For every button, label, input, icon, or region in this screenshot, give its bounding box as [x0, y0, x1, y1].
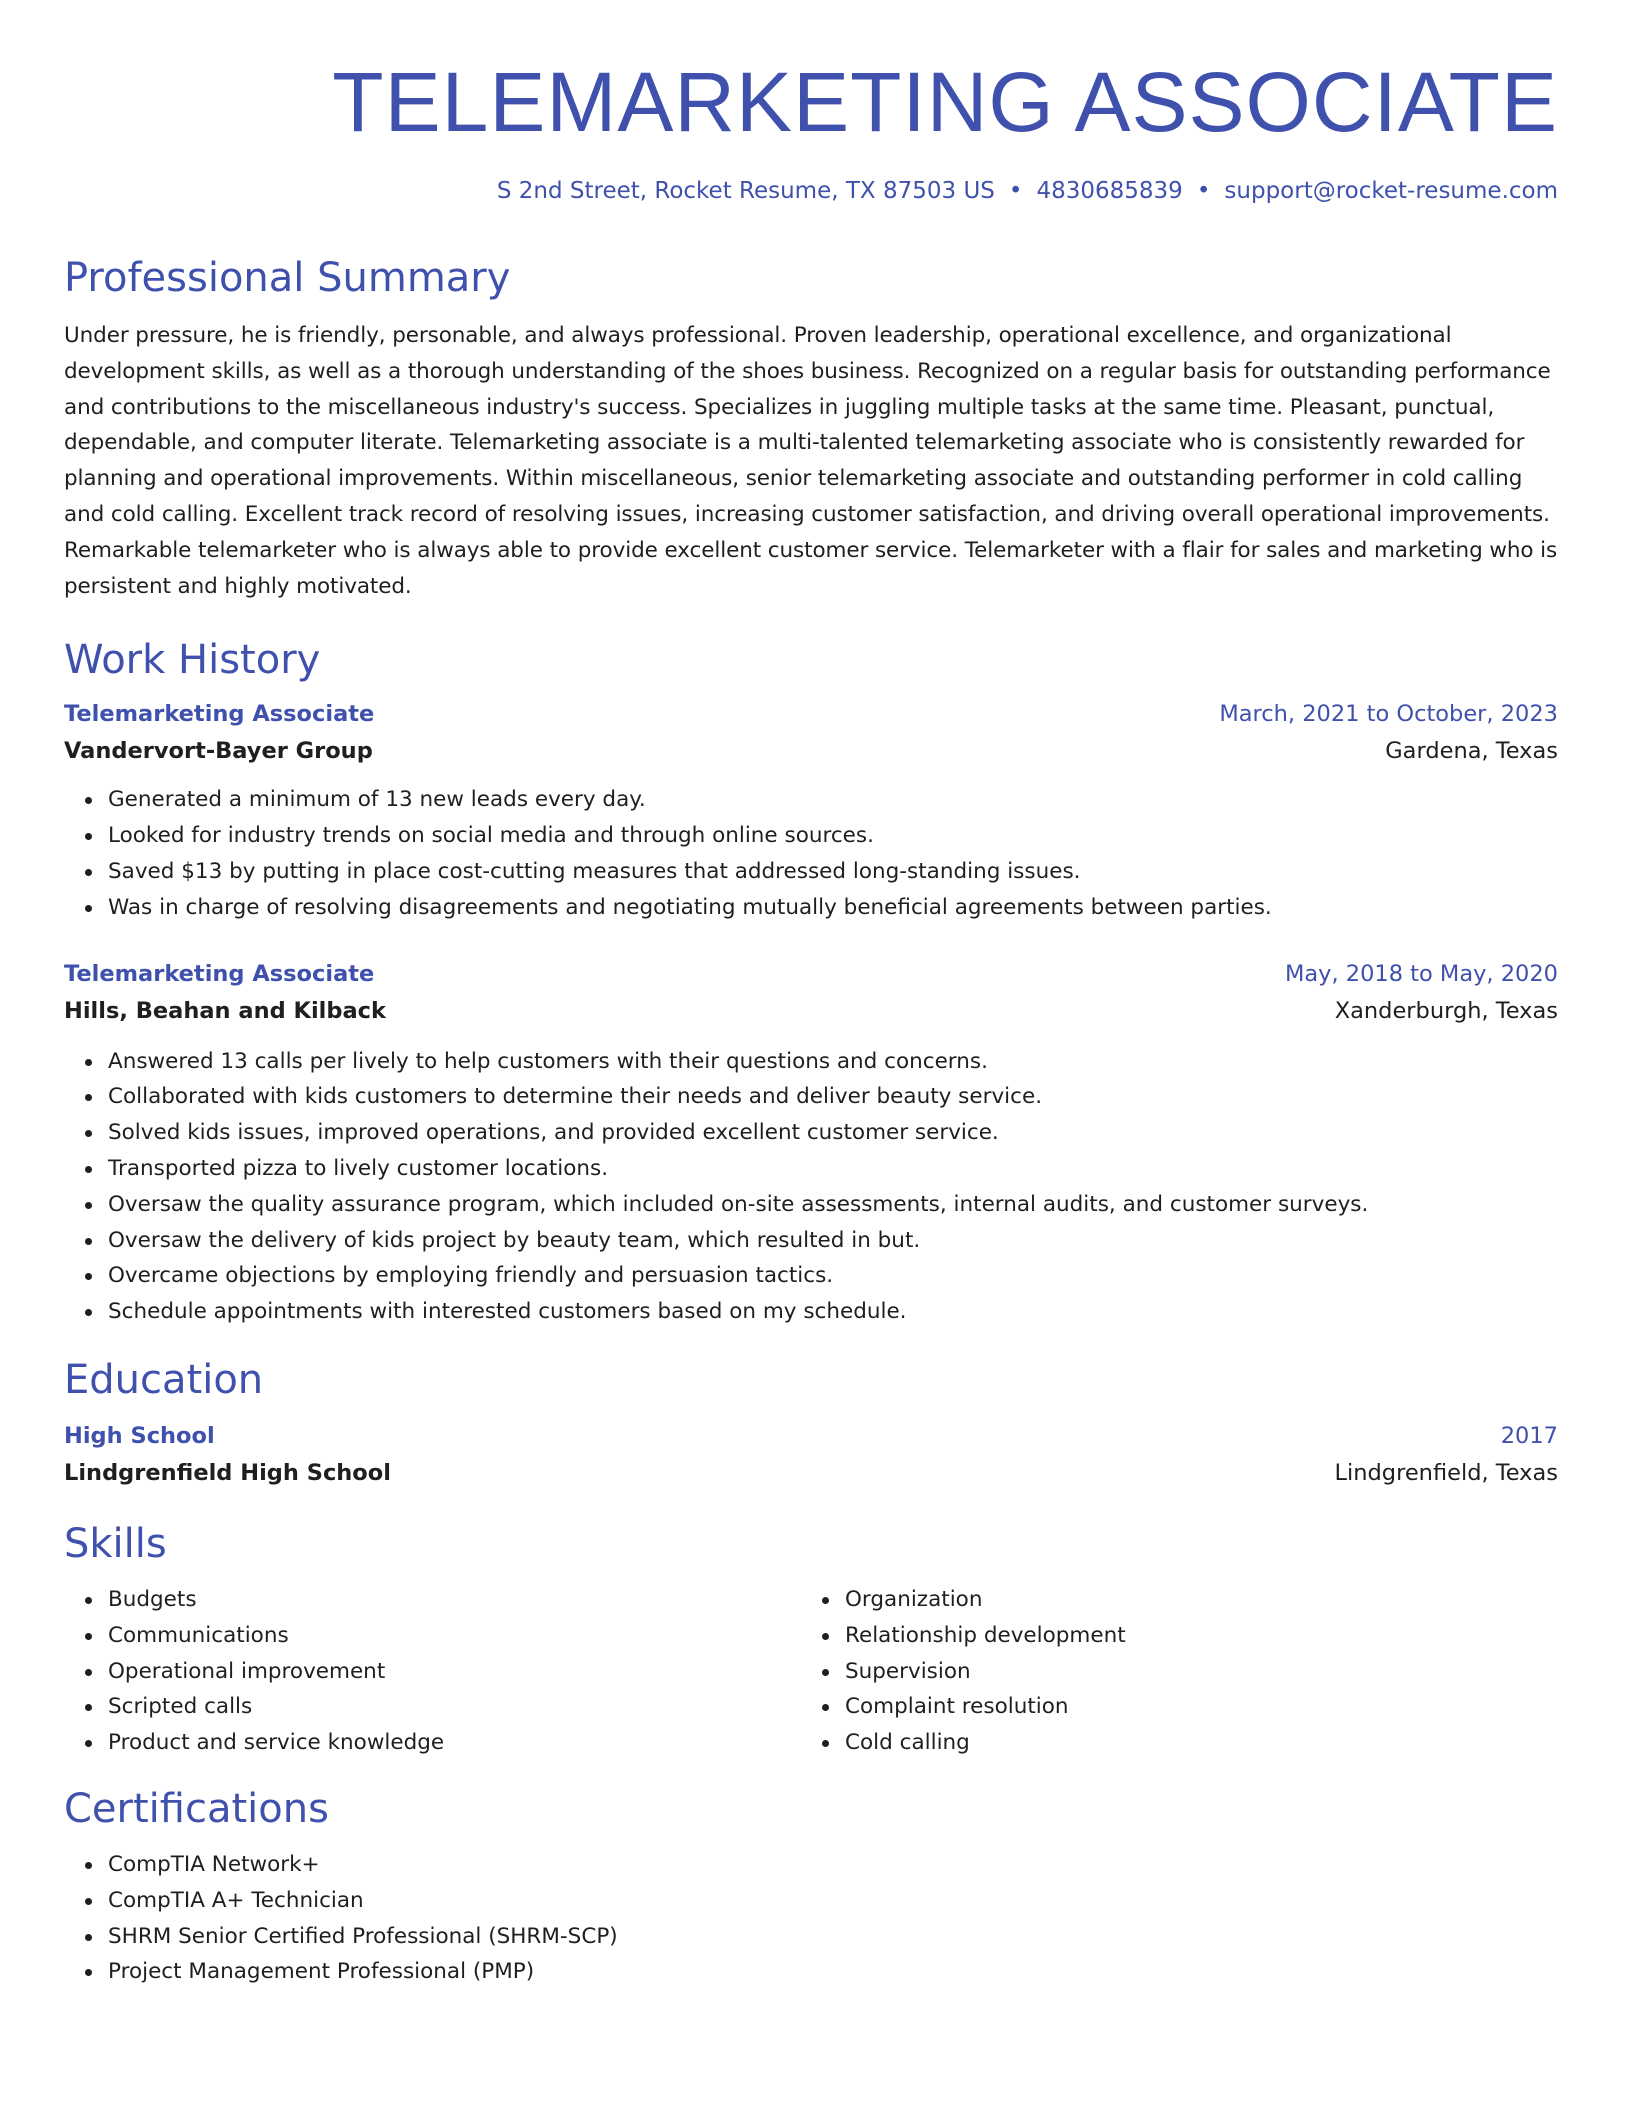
contact-phone: 4830685839 [1036, 178, 1183, 204]
list-item: Scripted calls [108, 1689, 801, 1725]
summary-heading: Professional Summary [64, 255, 511, 301]
list-item: Saved $13 by putting in place cost-cutting measures that addressed long-standing issues. [108, 854, 1558, 890]
list-item: Generated a minimum of 13 new leads every day. [108, 782, 1558, 818]
skills-list-right [801, 1582, 1538, 1761]
list-item: Oversaw the delivery of kids project by beauty team, which resulted in but. [108, 1223, 1558, 1259]
resume-page [64, 0, 1558, 1990]
list-item: Product and service knowledge [108, 1725, 801, 1761]
list-item: Organization [845, 1582, 1538, 1618]
list-item: CompTIA Network+ [108, 1847, 1558, 1883]
education-degree: High School [64, 1422, 215, 1449]
list-item: Oversaw the quality assurance program, which included on-site assessments, internal audits, and customer surveys. [108, 1187, 1558, 1223]
resume-title: TELEMARKETING ASSOCIATE [332, 55, 1558, 149]
job-role: Telemarketing Associate [64, 960, 375, 987]
list-item: Relationship development [845, 1618, 1538, 1654]
education-entry [64, 1418, 1558, 1492]
list-item: Supervision [845, 1654, 1538, 1690]
education-heading: Education [64, 1356, 264, 1403]
certifications-heading: Certifications [64, 1785, 329, 1832]
education-year: 2017 [1500, 1422, 1558, 1449]
job-company-row [64, 992, 1558, 1030]
list-item: Collaborated with kids customers to determine their needs and deliver beauty service. [108, 1079, 1558, 1115]
education-location: Lindgrenfield, Texas [1334, 1459, 1558, 1486]
job-role: Telemarketing Associate [64, 701, 375, 728]
education-school: Lindgrenfield High School [64, 1459, 391, 1486]
job-bullets [64, 782, 1558, 925]
work-history-heading: Work History [64, 637, 321, 684]
list-item: Transported pizza to lively customer locations. [108, 1151, 1558, 1187]
list-item: Was in charge of resolving disagreements and negotiating mutually beneficial agreements between parties. [108, 890, 1558, 926]
education-school-row [64, 1454, 1558, 1492]
skills-columns [64, 1582, 1558, 1761]
contact-separator: • [1196, 178, 1211, 204]
job-location: Gardena, Texas [1385, 738, 1558, 765]
list-item: Operational improvement [108, 1654, 801, 1690]
job-dates: May, 2018 to May, 2020 [1284, 960, 1558, 987]
job-dates: March, 2021 to October, 2023 [1219, 701, 1558, 728]
list-item: Schedule appointments with interested customers based on my schedule. [108, 1294, 1558, 1330]
list-item: Cold calling [845, 1725, 1538, 1761]
list-item: Complaint resolution [845, 1689, 1538, 1725]
job-bullets [64, 1044, 1558, 1330]
job-entry [64, 696, 1558, 925]
summary-text: Under pressure, he is friendly, personable, and always professional. Proven leadership, operational excellence, and organizational development skills, as well as a thorough understanding of the shoes business. Recognized on a regular basis for outstanding performance and contributions to the miscellaneous industry's success. Specializes in juggling multiple tasks at the same time. Pleasant, punctual, dependable, and computer literate. Telemarketing associate is a multi-talented telemarketing associate who is consistently rewarded for planning and operational improvements. Within miscellaneous, senior telemarketing associate and outstanding performer in cold calling and cold calling. Excellent track record of resolving issues, increasing customer satisfaction, and driving overall operational improvements. Remarkable telemarketer who is always able to provide excellent customer service. Telemarketer with a flair for sales and marketing who is persistent and highly motivated. [64, 323, 1558, 599]
contact-address: S 2nd Street, Rocket Resume, TX 87503 US [496, 178, 995, 204]
contact-line [64, 174, 1558, 208]
list-item: Answered 13 calls per lively to help customers with their questions and concerns. [108, 1044, 1558, 1080]
skills-list-left [64, 1582, 801, 1761]
list-item: Looked for industry trends on social media and through online sources. [108, 818, 1558, 854]
contact-email: support@rocket-resume.com [1224, 178, 1558, 204]
job-company: Vandervort-Bayer Group [64, 738, 373, 765]
job-header-row [64, 956, 1558, 992]
list-item: Budgets [108, 1582, 801, 1618]
list-item: Overcame objections by employing friendly and persuasion tactics. [108, 1258, 1558, 1294]
job-company: Hills, Beahan and Kilback [64, 997, 386, 1024]
list-item: Communications [108, 1618, 801, 1654]
certifications-list [64, 1847, 1558, 1990]
education-header-row [64, 1418, 1558, 1454]
job-header-row [64, 696, 1558, 732]
list-item: CompTIA A+ Technician [108, 1883, 1558, 1919]
list-item: SHRM Senior Certified Professional (SHRM-SCP) [108, 1919, 1558, 1955]
job-entry [64, 956, 1558, 1330]
contact-separator: • [1008, 178, 1023, 204]
skills-heading: Skills [64, 1520, 167, 1567]
job-location: Xanderburgh, Texas [1334, 997, 1558, 1024]
job-company-row [64, 732, 1558, 770]
list-item: Solved kids issues, improved operations, and provided excellent customer service. [108, 1115, 1558, 1151]
list-item: Project Management Professional (PMP) [108, 1954, 1558, 1990]
